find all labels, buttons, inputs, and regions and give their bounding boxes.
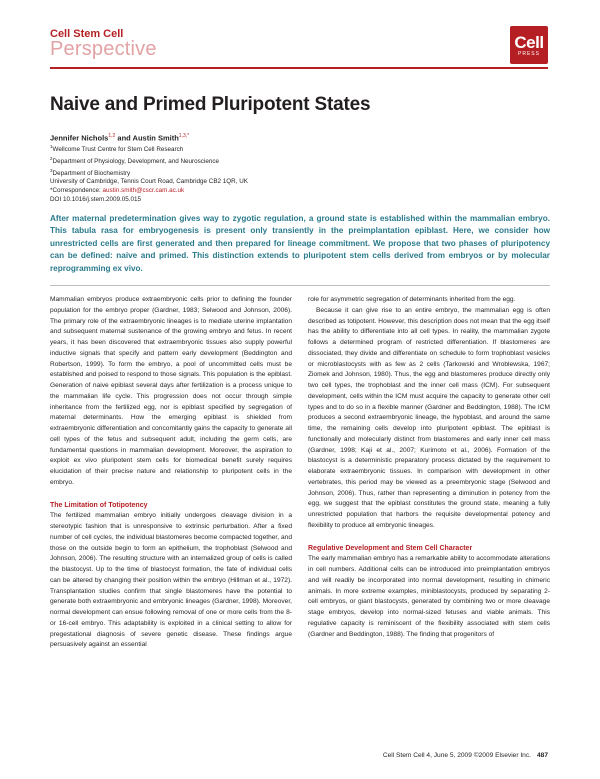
affiliation-address: University of Cambridge, Tennis Court Road, Cambridge CB2 1QR, UK (50, 178, 248, 186)
affiliation-2: Department of Physiology, Development, and Neuroscience (52, 157, 220, 165)
cell-press-logo (510, 26, 548, 64)
right-paragraph-1: role for asymmetric segregation of determinants inherited from the egg. (308, 296, 516, 303)
left-paragraph-1: Mammalian embryos produce extraembryonic cells prior to defining the founder population for the embryo proper (Gardner, 1983; Selwood and Johnson, 2006). The primary role of the extraembryonic lineages is to mediate uterine implantation and subsequent maternal sustenance of the growing embryo and fetus. In recent years, it has been discovered that extraembryonic tissues also supply powerful inductive signals that specify and pattern early development (Beddington and Robertson, 1999). To form the embryo, a pool of uncommitted cells must be established and poised to respond to those signals. This population is the epiblast. Generation of naive epiblast several days after fertilization is a process unique to the mammalian life cycle. This progression does not occur through simple inheritance from the fertilized egg, nor is epiblast specified by segregation of maternal determinants. How the emerging epiblast is shielded from extraembryonic differentiation and concomitantly gains the capacity to generate all cell types of the fetus and subsequent adult, including the germ cells, are fundamental questions in mammalian development. Moreover, the aspiration to exploit ex vivo pluripotent stem cells for biomedical benefit surely requires elucidation of their precise nature and relationship to pluripotent cells in the embryo. (50, 296, 292, 486)
affiliation-3: Department of Biochemistry (52, 169, 131, 177)
right-column (308, 295, 550, 640)
correspondence-email-link[interactable]: austin.smith@cscr.cam.ac.uk (102, 187, 185, 195)
right-paragraph-2: Because it can give rise to an entire embryo, the mammalian egg is often described as totipotent. However, this description does not mean that the egg itself has the ability to differentiate into all cell types. In reality, the mammalian zygote follows a determined program of restricted differentiation. If blastomeres are dissociated, they divide and differentiate on schedule to form trophoblast vesicles or microblastocysts with as few as 2 cells (Tarkowski and Wroblewska, 1967; Ziomek and Johnson, 1980). Thus, the egg and blastomeres produce directly only two cell types, the trophoblast and the inner cell mass (ICM). For subsequent development, cells within the ICM must acquire the capacity to generate other cell types and to do so in a flexible manner (Gardner and Beddington, 1988). The ICM produces a second extraembryonic lineage, the hypoblast, and around the same time, the remaining cells develop into pluripotent epiblast. The epiblast is functionally and molecularly distinct from blastomeres and early inner cell mass (Gardner, 1998; Kaji et al., 2007; Kurimoto et al., 2006). Formation of the blastocyst is a deterministic preparatory process dictated by the requirement to elaborate extraembryonic tissues. In comparison with development in other vertebrates, this period may be viewed as a preembryonic stage (Selwood and Johnson, 2006). Thus, rather than representing a diminution in potency from the egg, we suggest that the epiblast constitutes the ground state, meaning a fully unrestricted population that harbors the requisite developmental potency and flexibility to produce all embryonic lineages. (308, 306, 550, 529)
left-column (50, 295, 292, 651)
article-title: Naive and Primed Pluripotent States (50, 94, 371, 115)
header-rule (50, 67, 548, 69)
journal-name: Cell Stem Cell (50, 28, 124, 40)
section-heading-totipotency: The Limitation of Totipotency (50, 501, 148, 509)
footer-citation: Cell Stem Cell 4, June 5, 2009 ©2009 Elsevier Inc. (382, 752, 531, 759)
page-footer (383, 752, 548, 759)
author-line (50, 133, 189, 143)
abstract: After maternal predetermination gives way to zygotic regulation, a ground state is established within the mammalian embryo. This tabula rasa for embryogenesis is present only transiently in the preimplantation epiblast. Here, we consider how unrestricted cells are first generated and then prepared for lineage commitment. We propose that two phases of pluripotency can be defined: naive and primed. This distinction extends to pluripotent stem cells derived from embryos or by molecular reprogramming ex vivo. (50, 214, 550, 273)
section-label: Perspective (50, 38, 157, 60)
author-1-affil: 1,2 (108, 133, 116, 139)
section-heading-regulative: Regulative Development and Stem Cell Character (308, 544, 473, 552)
author-2-affil: 1,3,* (178, 133, 190, 139)
left-paragraph-2: The fertilized mammalian embryo initially undergoes cleavage division in a stereotypic fashion that is unresponsive to extrinsic perturbation. After a fixed number of cell cycles, the individual blastomeres become compacted together, and those on the outside begin to form an epithelium, the trophoblast (Selwood and Johnson, 2006). The resulting structure with an internalized group of cells is called the blastocyst. Up to the time of blastocyst formation, the fate of individual cells can be altered by changing their position within the embryo (Hillman et al., 1972). Transplantation studies confirm that single blastomeres have the potential to generate both extraembryonic and embryonic lineages (Gardner, 1998). Moreover, normal development can ensue following removal of one or more cells from the 8- or 16-cell embryo. This adaptability is exploited in a clinical setting to allow for pregestational diagnosis of severe genetic disease. These findings argue persuasively against an essential (50, 512, 292, 649)
doi: DOI 10.1016/j.stem.2009.05.015 (50, 195, 142, 203)
right-paragraph-3: The early mammalian embryo has a remarkable ability to accommodate alterations in cell numbers. Additional cells can be introduced into preimplantation embryos and will readily be incorporated into normal development, resulting in chimeric animals. In more extreme examples, miniblastocysts, produced by separating 2-cell embryos, or giant blastocysts, generated by combining two or more cleavage stage embryos, develop into normal-sized fetuses and viable animals. This regulative capacity is reminiscent of the flexibility associated with stem cells (Gardner and Beddington, 1988). The finding that progenitors of (308, 555, 550, 638)
author-and: and (115, 133, 133, 143)
page-number: 487 (536, 752, 548, 759)
affiliations: $^1$Wellcome Trust Centre for Stem Cell Research $^2$Department of Physiology, Development, and Neuroscience $^3$Department of Biochemistry University of Cambridge, Tennis Court Road, Cambridge CB2 1QR, UK *Correspondence: austin.smith@cscr.cam.ac.uk DOI 10.1016/j.stem.2009.05.015 (50, 144, 248, 203)
author-1: Jennifer Nichols (50, 133, 109, 143)
logo-sub-text: PRESS (518, 50, 540, 57)
correspondence-label: *Correspondence: (50, 187, 103, 195)
abstract-divider (50, 285, 550, 286)
author-2: Austin Smith (132, 133, 179, 143)
logo-main-text: Cell (514, 32, 544, 52)
affiliation-1: Wellcome Trust Centre for Stem Cell Research (52, 146, 184, 154)
